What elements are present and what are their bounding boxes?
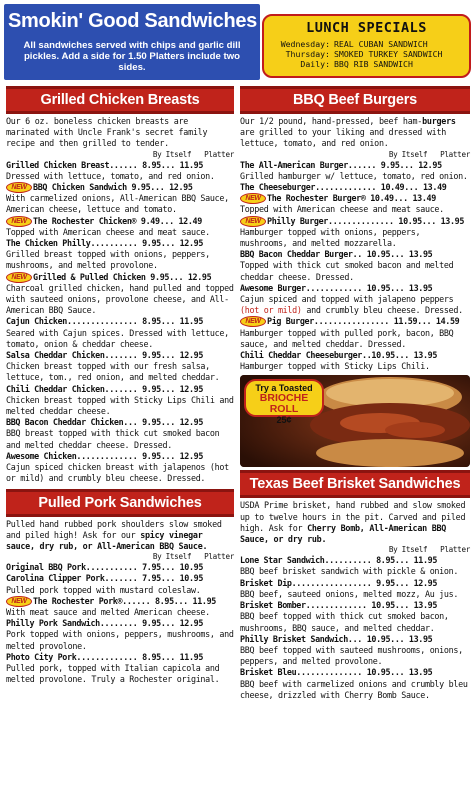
menu-item-description: BBQ beef brisket sandwich with pickle & onion. bbox=[240, 566, 459, 577]
menu-item-description: Charcoal grilled chicken, hand pulled and topped with sauteed onions, provolone cheese, and All-American BBQ Sauce. bbox=[6, 282, 234, 316]
right-column bbox=[240, 86, 470, 701]
menu-item-line bbox=[6, 417, 234, 428]
special-day: Wednesday: bbox=[280, 39, 330, 49]
menu-item-line bbox=[6, 562, 234, 573]
menu-item-line bbox=[6, 160, 234, 171]
menu-item-description: Grilled hamburger w/ lettuce, tomato, red onion. bbox=[240, 170, 468, 181]
menu-item-description: Hamburger topped with Sticky Lips Chili. bbox=[240, 361, 430, 372]
menu-item-description: Pulled pork topped with mustard coleslaw. bbox=[6, 584, 201, 595]
special-row bbox=[264, 59, 469, 69]
header-intro-text: All sandwiches served with chips and garlic dill pickles. Add a side for 1.50 Platters include two sides. bbox=[23, 40, 241, 74]
section-banner-grilled-chicken: Grilled Chicken Breasts bbox=[6, 86, 234, 114]
menu-item-name-price: The Rochester Burger® 10.49... 13.49 bbox=[267, 193, 436, 204]
section-banner-brisket: Texas Beef Brisket Sandwiches bbox=[240, 470, 470, 498]
intro-text: , dry rub, or bbox=[29, 540, 98, 551]
menu-item bbox=[240, 283, 470, 317]
menu-item-name-price: Brisket Bomber............. 10.95... 13.95 bbox=[240, 600, 438, 611]
special-row bbox=[264, 39, 469, 49]
menu-item bbox=[240, 160, 470, 182]
menu-item bbox=[6, 384, 234, 418]
menu-item bbox=[240, 634, 470, 668]
menu-item-line bbox=[240, 216, 470, 227]
menu-item-line bbox=[240, 350, 470, 361]
bbq-burger-list bbox=[240, 160, 470, 373]
menu-item-description: BBQ breast topped with thick cut smoked bacon and melted cheddar cheese. Dressed. bbox=[6, 428, 220, 450]
description-text: Cajun spiced and topped with jalapeno peppers bbox=[240, 294, 454, 305]
menu-item-line bbox=[240, 316, 470, 327]
menu-item bbox=[240, 182, 470, 193]
menu-item bbox=[240, 216, 470, 250]
intro-text: , or dry rub. bbox=[263, 534, 327, 545]
grilled-chicken-list bbox=[6, 160, 234, 485]
menu-item bbox=[240, 600, 470, 634]
menu-item-line bbox=[240, 182, 470, 193]
menu-item-name-price: The Rochester Chicken® 9.49... 12.49 bbox=[33, 215, 202, 226]
section-banner-bbq-burgers: BBQ Beef Burgers bbox=[240, 86, 470, 114]
menu-item-description: BBQ beef topped with thick cut smoked bacon, mushrooms, BBQ sauce, and melted cheddar. bbox=[240, 611, 449, 633]
menu-item-line bbox=[6, 451, 234, 462]
menu-header bbox=[0, 0, 474, 84]
menu-item-name-price: Philly Burger.............. 10.95... 13.95 bbox=[267, 215, 465, 226]
menu-item bbox=[6, 272, 234, 317]
new-badge-icon: NEW bbox=[6, 272, 32, 283]
menu-item-name-price: Awesome Burger............ 10.95... 13.95 bbox=[240, 282, 433, 293]
section-intro-grilled-chicken: Our 6 oz. boneless chicken breasts are marinated with Uncle Frank's secret family recipe and then grilled to tender. bbox=[6, 116, 208, 149]
new-badge-icon: NEW bbox=[6, 216, 32, 227]
menu-item-line bbox=[240, 160, 470, 171]
menu-item-description: With carmelized onions, All-American BBQ Sauce, American cheese, lettuce and tomato. bbox=[6, 193, 229, 215]
menu-item bbox=[6, 562, 234, 573]
menu-item-name-price: BBQ Bacon Cheddar Burger.. 10.95... 13.95 bbox=[240, 249, 433, 260]
menu-item-name-price: Grilled Chicken Breast...... 8.95... 11.95 bbox=[6, 159, 204, 170]
menu-item-description: Topped with thick cut smoked bacon and melted cheddar cheese. Dressed. bbox=[240, 260, 454, 282]
new-badge-icon: NEW bbox=[240, 193, 266, 204]
menu-item-name-price: Grilled & Pulled Chicken 9.95... 12.95 bbox=[33, 271, 212, 282]
menu-item-description bbox=[240, 294, 470, 316]
special-day: Daily: bbox=[300, 59, 330, 69]
menu-item-line bbox=[6, 384, 234, 395]
price-column-header: By Itself Platter bbox=[388, 545, 470, 555]
left-column bbox=[6, 86, 234, 685]
brisket-list bbox=[240, 555, 470, 701]
menu-item bbox=[240, 578, 470, 600]
menu-item bbox=[6, 596, 234, 618]
menu-item-name-price: BBQ Bacon Cheddar Chicken... 9.95... 12.95 bbox=[6, 417, 204, 428]
menu-item bbox=[240, 667, 470, 701]
price-column-header: By Itself Platter bbox=[388, 149, 470, 159]
intro-highlight: spicy vinegar sauce bbox=[6, 529, 203, 551]
menu-item-line bbox=[240, 193, 470, 204]
special-row bbox=[264, 49, 469, 59]
menu-item bbox=[240, 249, 470, 283]
menu-item-line bbox=[240, 600, 470, 611]
menu-item bbox=[6, 238, 234, 272]
menu-item bbox=[6, 216, 234, 238]
menu-item-line bbox=[6, 216, 234, 227]
special-item: REAL CUBAN SANDWICH bbox=[334, 39, 428, 49]
menu-item-description: BBQ beef with carmelized onions and crumbly bleu cheese, drizzled with Cherry Bomb Sauce. bbox=[240, 678, 468, 700]
menu-item-name-price: Pig Burger................ 11.59... 14.59 bbox=[267, 316, 460, 327]
new-badge-icon: NEW bbox=[240, 316, 266, 327]
menu-item-description: Dressed with lettuce, tomato, and red onion. bbox=[6, 170, 215, 181]
menu-item-name-price: Chili Cheddar Chicken....... 9.95... 12.95 bbox=[6, 383, 204, 394]
intro-highlight: burgers bbox=[422, 116, 456, 126]
menu-item bbox=[240, 555, 470, 577]
menu-item-description: Seared with Cajun spices. Dressed with lettuce, tomato, onion & cheddar cheese. bbox=[6, 327, 229, 349]
menu-item-line bbox=[240, 249, 470, 260]
menu-item-name-price: Brisket Bleu.............. 10.95... 13.95 bbox=[240, 667, 433, 678]
section-intro-bbq-burgers bbox=[240, 116, 470, 150]
menu-item bbox=[240, 193, 470, 215]
menu-item-line bbox=[6, 182, 234, 193]
menu-item-line bbox=[6, 272, 234, 283]
menu-item-description: Topped with American cheese and meat sauce. bbox=[240, 204, 444, 215]
intro-highlight: Cherry Bomb, All-American BBQ Sauce bbox=[240, 522, 447, 545]
new-badge-icon: NEW bbox=[6, 182, 32, 193]
menu-item-line bbox=[240, 578, 470, 589]
intro-highlight: All-American BBQ Sauce. bbox=[97, 540, 208, 551]
brioche-price: 25¢ bbox=[276, 415, 292, 426]
menu-item bbox=[6, 652, 234, 686]
page-title: Smokin' Good Sandwiches bbox=[8, 10, 258, 32]
intro-text: Our 1/2 pound, hand-pressed, beef ham- bbox=[240, 116, 423, 126]
new-badge-icon: NEW bbox=[6, 596, 32, 607]
menu-item-name-price: Philly Brisket Sandwich... 10.95... 13.95 bbox=[240, 633, 433, 644]
menu-item bbox=[240, 350, 470, 372]
menu-item bbox=[6, 618, 234, 652]
menu-item-name-price: Salsa Cheddar Chicken....... 9.95... 12.95 bbox=[6, 350, 204, 361]
menu-item-name-price: Cajun Chicken............... 8.95... 11.95 bbox=[6, 316, 204, 327]
menu-item-line bbox=[6, 596, 234, 607]
price-column-header: By Itself Platter bbox=[152, 149, 234, 159]
new-badge-icon: NEW bbox=[240, 216, 266, 227]
menu-item-line bbox=[240, 634, 470, 645]
menu-item bbox=[240, 316, 470, 350]
menu-item bbox=[6, 182, 234, 216]
menu-item-description: BBQ beef, sauteed onions, melted mozz, Au jus. bbox=[240, 588, 459, 599]
menu-item-name-price: Original BBQ Pork........... 7.95... 10.95 bbox=[6, 562, 204, 573]
menu-item-description: Chicken breast topped with Sticky Lips Chili and melted cheddar cheese. bbox=[6, 394, 234, 417]
pulled-pork-list bbox=[6, 562, 234, 685]
menu-item-description: With meat sauce and melted American cheese. bbox=[6, 606, 210, 617]
menu-item-line bbox=[240, 555, 470, 566]
menu-item-line bbox=[6, 573, 234, 584]
menu-item-line bbox=[6, 316, 234, 327]
special-item: SMOKED TURKEY SANDWICH bbox=[334, 49, 443, 59]
section-intro-pulled-pork bbox=[6, 519, 234, 553]
menu-item bbox=[6, 451, 234, 485]
lunch-specials-box bbox=[262, 14, 471, 78]
menu-item-line bbox=[6, 652, 234, 663]
menu-item-description: BBQ beef topped with sauteed mushrooms, onions, peppers, and melted provolone. bbox=[240, 644, 463, 667]
menu-item-name-price: The Rochester Pork®...... 8.95... 11.95 bbox=[33, 595, 216, 606]
intro-text: Pulled hand rubbed pork shoulders slow smoked and piled high! Ask for our bbox=[6, 518, 222, 540]
menu-item-description: Pulled pork, topped with Italian capicola and melted provolone. Truly a Rochester original. bbox=[6, 662, 220, 685]
special-item: BBQ RIB SANDWICH bbox=[334, 59, 413, 69]
brioche-roll-badge bbox=[244, 379, 324, 426]
menu-item-name-price: The Cheeseburger............. 10.49... 13.49 bbox=[240, 182, 447, 193]
intro-text: are grilled to your liking and dressed with lettuce, tomato, and red onion. bbox=[240, 127, 447, 149]
menu-item-description: Hamburger topped with onions, peppers, mushrooms, and melted mozzarella. bbox=[240, 226, 421, 249]
menu-item-name-price: Brisket Dip................. 9.95... 12.95 bbox=[240, 577, 438, 588]
description-heat-note: (hot or mild) bbox=[240, 305, 302, 316]
menu-item-name-price: Photo City Pork............. 8.95... 11.95 bbox=[6, 651, 204, 662]
menu-item-line bbox=[6, 618, 234, 629]
menu-item-description: Pork topped with onions, peppers, mushrooms, and melted provolone. bbox=[6, 629, 234, 651]
menu-item bbox=[6, 573, 234, 595]
section-intro-brisket bbox=[240, 500, 470, 545]
menu-item-name-price: Awesome Chicken............. 9.95... 12.95 bbox=[6, 450, 204, 461]
brisket-photo bbox=[240, 375, 470, 467]
menu-item-name-price: BBQ Chicken Sandwich 9.95... 12.95 bbox=[33, 182, 193, 193]
menu-item-description: Cajun spiced chicken breast with jalapenos (hot or mild) and crumbly bleu cheese. Dressed. bbox=[6, 462, 229, 484]
menu-item-line bbox=[6, 238, 234, 249]
menu-item-description: Topped with American cheese and meat sauce. bbox=[6, 226, 210, 237]
menu-item-line bbox=[6, 350, 234, 361]
special-day: Thursday: bbox=[285, 49, 330, 59]
brioche-line-1: Try a Toasted bbox=[255, 383, 313, 394]
description-text: and crumbly bleu cheese. Dressed. bbox=[301, 305, 463, 316]
brioche-line-2: BRIOCHE ROLL bbox=[259, 392, 309, 416]
price-column-header: By Itself Platter bbox=[152, 552, 234, 562]
menu-item bbox=[6, 316, 234, 350]
menu-item bbox=[6, 417, 234, 451]
menu-item-description: Hamburger topped with pulled pork, bacon, BBQ sauce, and melted cheddar. Dressed. bbox=[240, 327, 454, 349]
menu-item bbox=[6, 350, 234, 384]
menu-item-name-price: Carolina Clipper Pork....... 7.95... 10.95 bbox=[6, 573, 204, 584]
menu-item-name-price: The Chicken Philly.......... 9.95... 12.95 bbox=[6, 238, 204, 249]
lunch-specials-title: LUNCH SPECIALS bbox=[306, 20, 427, 36]
menu-item-name-price: Philly Pork Sandwich........ 9.95... 12.95 bbox=[6, 618, 204, 629]
menu-item-description: Chicken breast topped with our fresh salsa, lettuce, tom., red onion, and melted cheddar. bbox=[6, 361, 220, 383]
intro-text: USDA Prime brisket, hand rubbed and slow smoked up to twelve hours in the pit. Carved and piled high. Ask for bbox=[240, 500, 466, 533]
menu-item-name-price: Lone Star Sandwich.......... 8.95... 11.95 bbox=[240, 555, 438, 566]
menu-item-name-price: The All-American Burger...... 9.95... 12.95 bbox=[240, 159, 442, 170]
menu-item-name-price: Chili Cheddar Cheeseburger..10.95... 13.95 bbox=[240, 350, 438, 361]
section-banner-pulled-pork: Pulled Pork Sandwiches bbox=[6, 489, 234, 517]
menu-item bbox=[6, 160, 234, 182]
menu-item-description: Grilled breast topped with onions, peppers, mushrooms, and melted provolone. bbox=[6, 249, 210, 271]
menu-item-line bbox=[240, 667, 470, 678]
menu-item-line bbox=[240, 283, 470, 294]
